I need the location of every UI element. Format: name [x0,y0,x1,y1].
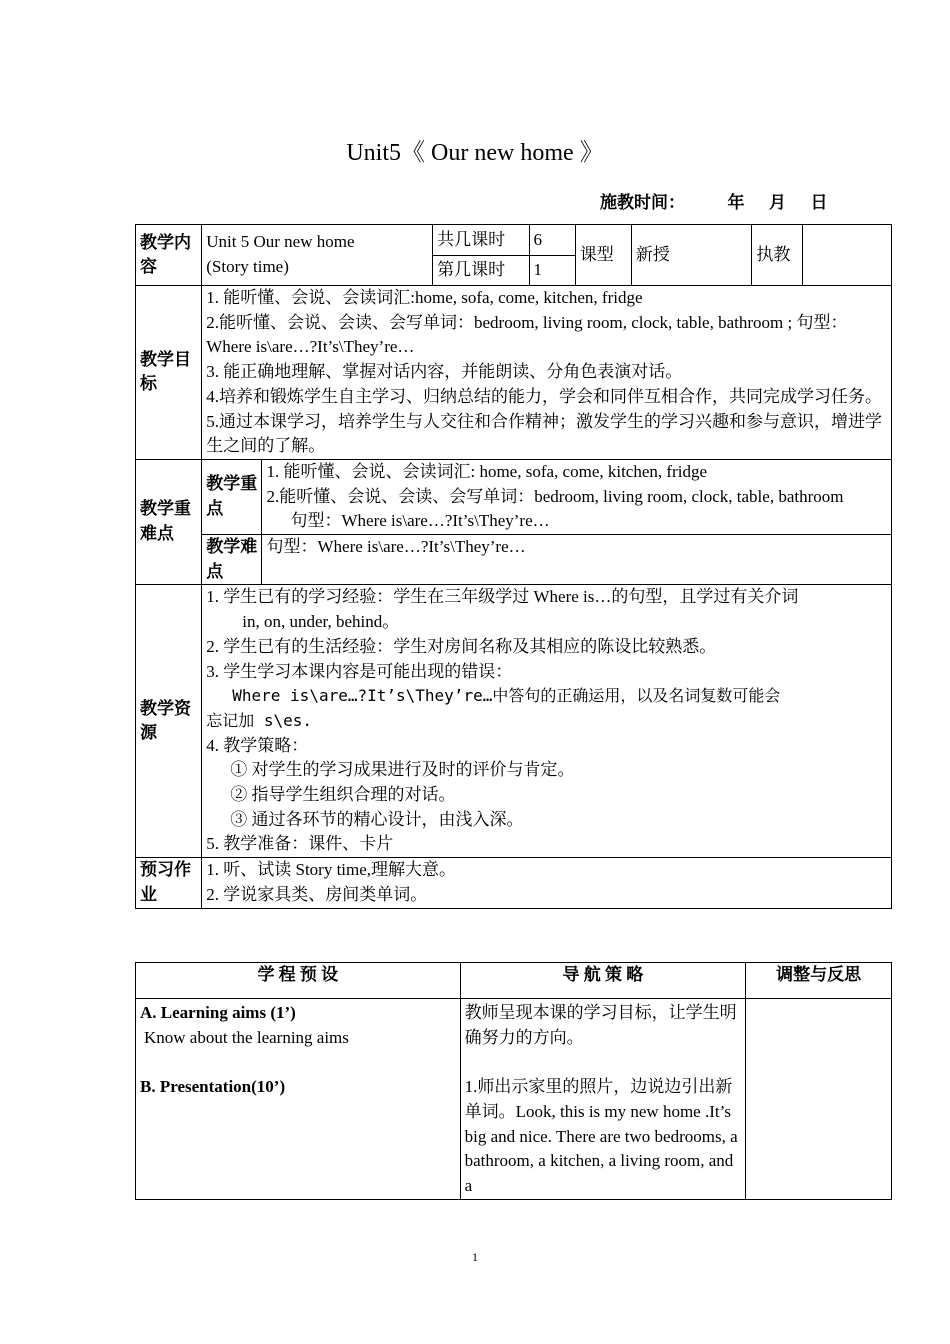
resource-item: 2. 学生已有的生活经验：学生对房间名称及其相应的陈设比较熟悉。 [206,636,717,656]
key-difficult-header: 教学重难点 [136,459,202,585]
preview-item: 1. 听、试读 Story time,理解大意。 [206,860,457,880]
section-b-title: B. Presentation(10’) [140,1077,286,1097]
resource-item: 1. 学生已有的学习经验：学生在三年级学过 Where is…的句型，且学过有关介词 [206,587,799,607]
preview-header: 预习作业 [136,858,202,908]
objective-item: 2.能听懂、会说、会读、会写单词：bedroom, living room, clock, table, bathroom ; 句型：Where is\are…?It’s\They’re… [206,312,848,357]
key-point-item: 1. 能听懂、会说、会读词汇: home, sofa, come, kitchen, fridge [266,461,707,481]
resource-item: 4. 教学策略： [206,735,309,755]
strategy-col-header: 导 航 策 略 [460,963,746,999]
objectives-header: 教学目标 [136,286,202,460]
difficult-points-header: 教学难点 [202,535,262,585]
strategy-item: ② 指导学生组织合理的对话。 [230,785,456,805]
content-line-2: (Story time) [206,257,289,276]
total-periods-value: 6 [529,225,575,256]
resource-item: in, on, under, behind。 [242,612,400,632]
nth-period-label: 第几课时 [433,256,529,286]
resources-header: 教学资源 [136,585,202,858]
reflection-cell [746,999,892,1200]
nth-period-value: 1 [529,256,575,286]
teaching-date [600,188,828,213]
lesson-type-label: 课型 [575,225,631,286]
total-periods-label: 共几课时 [433,225,529,256]
teacher-label: 执教 [752,225,802,286]
date-day: 日 [810,193,828,212]
resources-cell [202,585,892,858]
lesson-plan-table [135,224,892,909]
page-number: 1 [472,1250,478,1264]
strategy-text: 教师呈现本课的学习目标，让学生明确努力的方向。 [464,1003,737,1047]
strategy-cell [460,999,746,1200]
teacher-value [802,225,891,286]
section-a-title: A. Learning aims (1’) [140,1003,296,1022]
date-label: 施教时间： [600,193,685,212]
strategy-item: ③ 通过各环节的精心设计，由浅入深。 [230,809,524,829]
key-point-item: 2.能听懂、会说、会读、会写单词：bedroom, living room, clock, table, bathroom [266,486,844,506]
strategy-text: 1.师出示家里的照片，边说边引出新单词。Look, this is my new home .It’s big and nice. There are two bedrooms, a bathroom, a kitchen, a living room, and a [464,1077,738,1195]
difficult-points-cell: 句型：Where is\are…?It’s\They’re… [262,535,892,585]
objective-item: 4.培养和锻炼学生自主学习、归纳总结的能力，学会和同伴互相合作，共同完成学习任务。 [206,386,882,406]
objective-item: 1. 能听懂、会说、会读词汇:home, sofa, come, kitchen, fridge [206,288,643,307]
date-year: 年 [727,193,745,212]
objective-item: 5.通过本课学习，培养学生与人交往和合作精神；激发学生的学习兴趣和参与意识，增进学生之间的了解。 [206,411,882,456]
key-points-cell [262,459,892,534]
resource-item: 忘记加 s\es. [206,710,313,730]
preview-cell [202,858,892,908]
process-cell [136,999,461,1200]
key-point-item: 句型：Where is\are…?It’s\They’re… [290,511,550,531]
date-month: 月 [769,193,786,212]
strategy-item: ① 对学生的学习成果进行及时的评价与肯定。 [230,760,575,780]
content-line-1: Unit 5 Our new home [206,232,355,252]
objectives-cell [202,286,892,460]
page-title: Unit5《 Our new home 》 [346,140,604,166]
process-col-header: 学 程 预 设 [136,963,461,999]
content-cell [202,225,433,286]
preview-item: 2. 学说家具类、房间类单词。 [206,884,428,904]
resource-item: 3. 学生学习本课内容是可能出现的错误： [206,661,513,681]
lesson-type-value: 新授 [631,225,751,286]
objective-item: 3. 能正确地理解、掌握对话内容，并能朗读、分角色表演对话。 [206,362,683,382]
reflection-col-header: 调整与反思 [746,963,892,999]
key-points-header: 教学重点 [202,459,262,534]
resource-item: 5. 教学准备：课件、卡片 [206,834,394,854]
process-table [135,962,892,1200]
section-a-text: Know about the learning aims [144,1027,349,1047]
content-header: 教学内容 [136,225,202,286]
resource-item: Where is\are…?It’s\They’re…中答句的正确运用，以及名词复数可能会 [232,686,781,706]
